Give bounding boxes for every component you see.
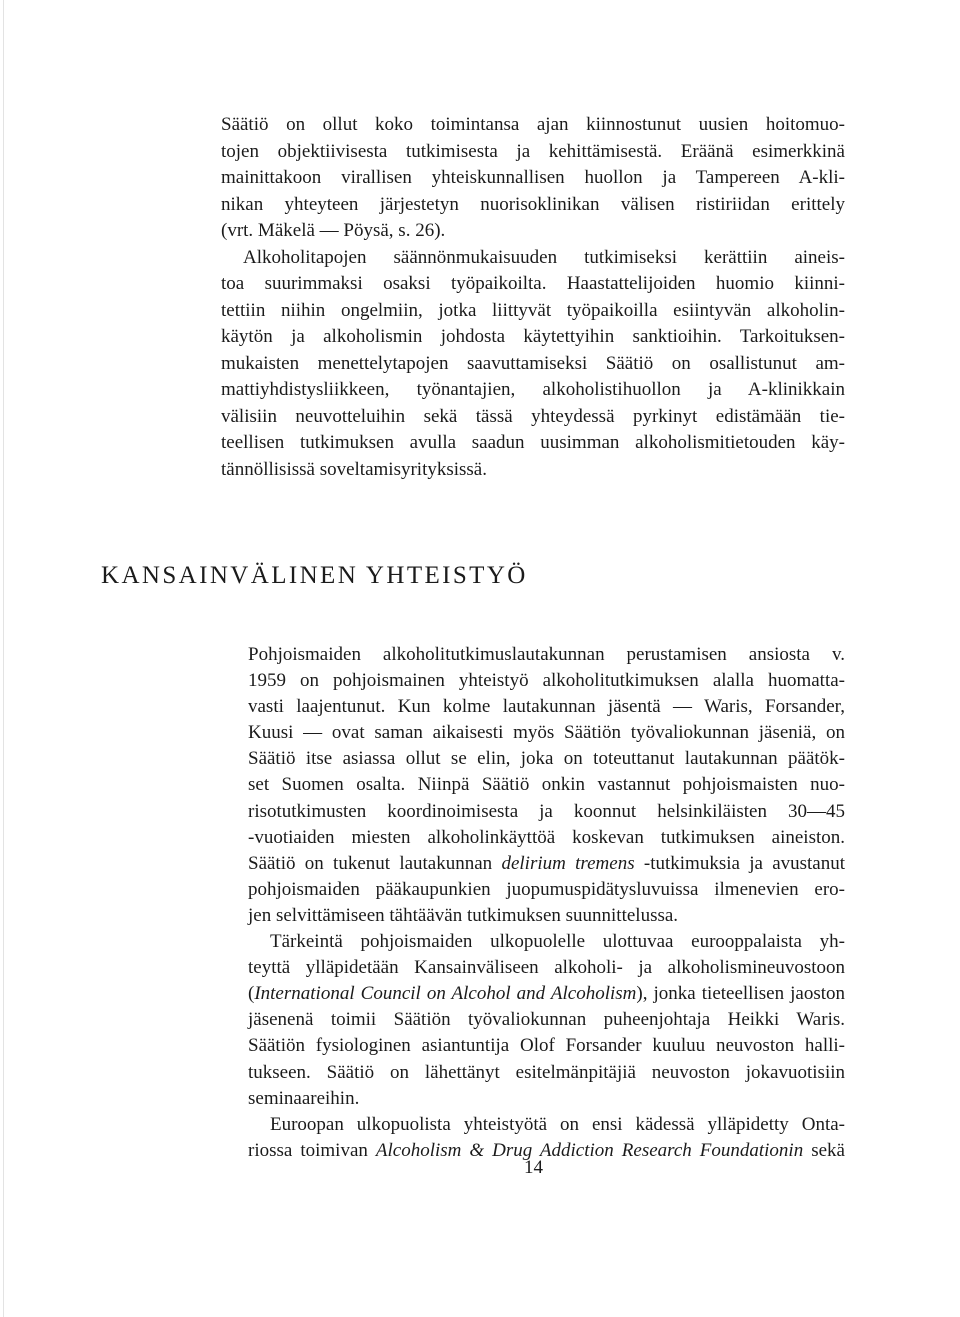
text-run: -tutkimuksia ja avustanut: [634, 852, 846, 874]
scan-edge-line: [3, 0, 4, 1317]
italic-term: delirium tremens: [501, 852, 635, 874]
text-run: (: [248, 983, 255, 1005]
text-line: jen selvittämiseen tähtäävän tutkimuksen suunnittelussa.: [248, 904, 679, 926]
text-line: seminaareihin.: [248, 1087, 360, 1109]
text-line: nikan yhteyteen järjestetyn nuorisoklinikan välisen ristiriidan erittely: [221, 193, 845, 215]
text-line: teellisen tutkimuksen avulla saadun uusimman alkoholismitietouden käy-: [221, 432, 845, 453]
text-line: toa suurimmaksi osaksi työpaikoilta. Haastattelijoiden huomio kiinni-: [221, 273, 845, 294]
text-run: riossa toimivan: [248, 1139, 376, 1161]
text-line: tännöllisissä soveltamisyrityksissä.: [221, 458, 487, 480]
section-hoitomuodot-paragraphs: [221, 112, 845, 483]
text-line: (vrt. Mäkelä — Pöysä, s. 26).: [221, 220, 446, 241]
text-line: pohjoismaiden pääkaupunkien juopumuspidätysluvuissa ilmenevien ero-: [248, 878, 845, 900]
text-run: sekä: [803, 1139, 845, 1161]
text-line: Säätiön fysiologinen asiantuntija Olof Forsander kuuluu neuvoston halli-: [248, 1035, 845, 1057]
text-line: -vuotiaiden miesten alkoholinkäyttöä koskevan tutkimuksen aineiston.: [248, 826, 845, 848]
text-line: Tärkeintä pohjoismaiden ulkopuolelle ulottuvaa eurooppalaista yh-: [270, 931, 845, 953]
text-line: käytön ja alkoholismin johdosta käytettyihin sanktioihin. Tarkoituksen-: [221, 326, 845, 347]
text-line: vasti laajentunut. Kun kolme lautakunnan jäsentä — Waris, Forsander,: [248, 696, 845, 718]
text-line: [248, 851, 845, 877]
text-line: risotutkimusten koordinoimisesta ja koonnut helsinkiläisten 30—45: [248, 800, 845, 822]
text-line: mainittakoon virallisen yhteiskunnallisen huollon ja Tampereen A-kli-: [221, 167, 845, 188]
text-line: tojen objektiivisesta tutkimisesta ja kehittämisestä. Eräänä esimerkkinä: [221, 140, 845, 162]
text-line: tukseen. Säätiö on lähettänyt esitelmänpitäjiä neuvoston jokavuotisiin: [248, 1061, 845, 1083]
text-line: [248, 981, 845, 1007]
text-line: Pohjoismaiden alkoholitutkimuslautakunnan perustamisen ansiosta v.: [248, 644, 845, 665]
text-line: Euroopan ulkopuolista yhteistyötä on ensi kädessä ylläpidetty Onta-: [270, 1113, 845, 1135]
text-line: teyttä ylläpidetään Kansainväliseen alkoholi- ja alkoholismineuvostoon: [248, 957, 845, 979]
text-line: välisiin neuvotteluihin sekä tässä yhteydessä pyrkinyt edistämään tie-: [221, 405, 845, 427]
text-line: Kuusi — ovat saman aikaisesti myös Säätiön työvaliokunnan jäseniä, on: [248, 722, 845, 744]
text-line: tettiin niihin ongelmiin, jotka liittyvät työpaikoilla esiintyvän alkoholin-: [221, 299, 845, 321]
text-line: mattiyhdistysliikkeen, työnantajien, alkoholistihuollon ja A-klinikkain: [221, 379, 845, 400]
text-line: 1959 on pohjoismainen yhteistyö alkoholitutkimuksen alalla huomatta-: [248, 670, 845, 692]
text-run: ), jonka tieteellisen jaoston: [636, 983, 845, 1005]
page-number: 14: [524, 1157, 543, 1178]
text-line: Säätiö itse asiassa ollut se elin, joka on toteuttanut lautakunnan päätök-: [248, 748, 845, 770]
text-line: Alkoholitapojen säännönmukaisuuden tutkimiseksi kerättiin aineis-: [243, 246, 845, 268]
text-line: mukaisten menettelytapojen saavuttamiseksi Säätiö on osallistunut am-: [221, 352, 845, 374]
section-heading: KANSAINVÄLINEN YHTEISTYÖ: [101, 562, 528, 589]
italic-term: International Council on Alcohol and Alcoholism: [254, 983, 637, 1005]
text-run: Säätiö on tukenut lautakunnan: [248, 852, 502, 874]
text-line: Säätiö on ollut koko toimintansa ajan kiinnostunut uusien hoitomuo-: [221, 114, 845, 135]
section-kansainvalinen-paragraphs: [248, 642, 845, 1164]
text-line: jäsenenä toimii Säätiön työvaliokunnan puheenjohtaja Heikki Waris.: [248, 1009, 845, 1031]
text-line: [248, 1138, 845, 1164]
italic-term: Alcoholism & Drug Addiction Research Foundationin: [375, 1139, 804, 1161]
text-line: set Suomen osalta. Niinpä Säätiö onkin vastannut pohjoismaisten nuo-: [248, 774, 845, 796]
